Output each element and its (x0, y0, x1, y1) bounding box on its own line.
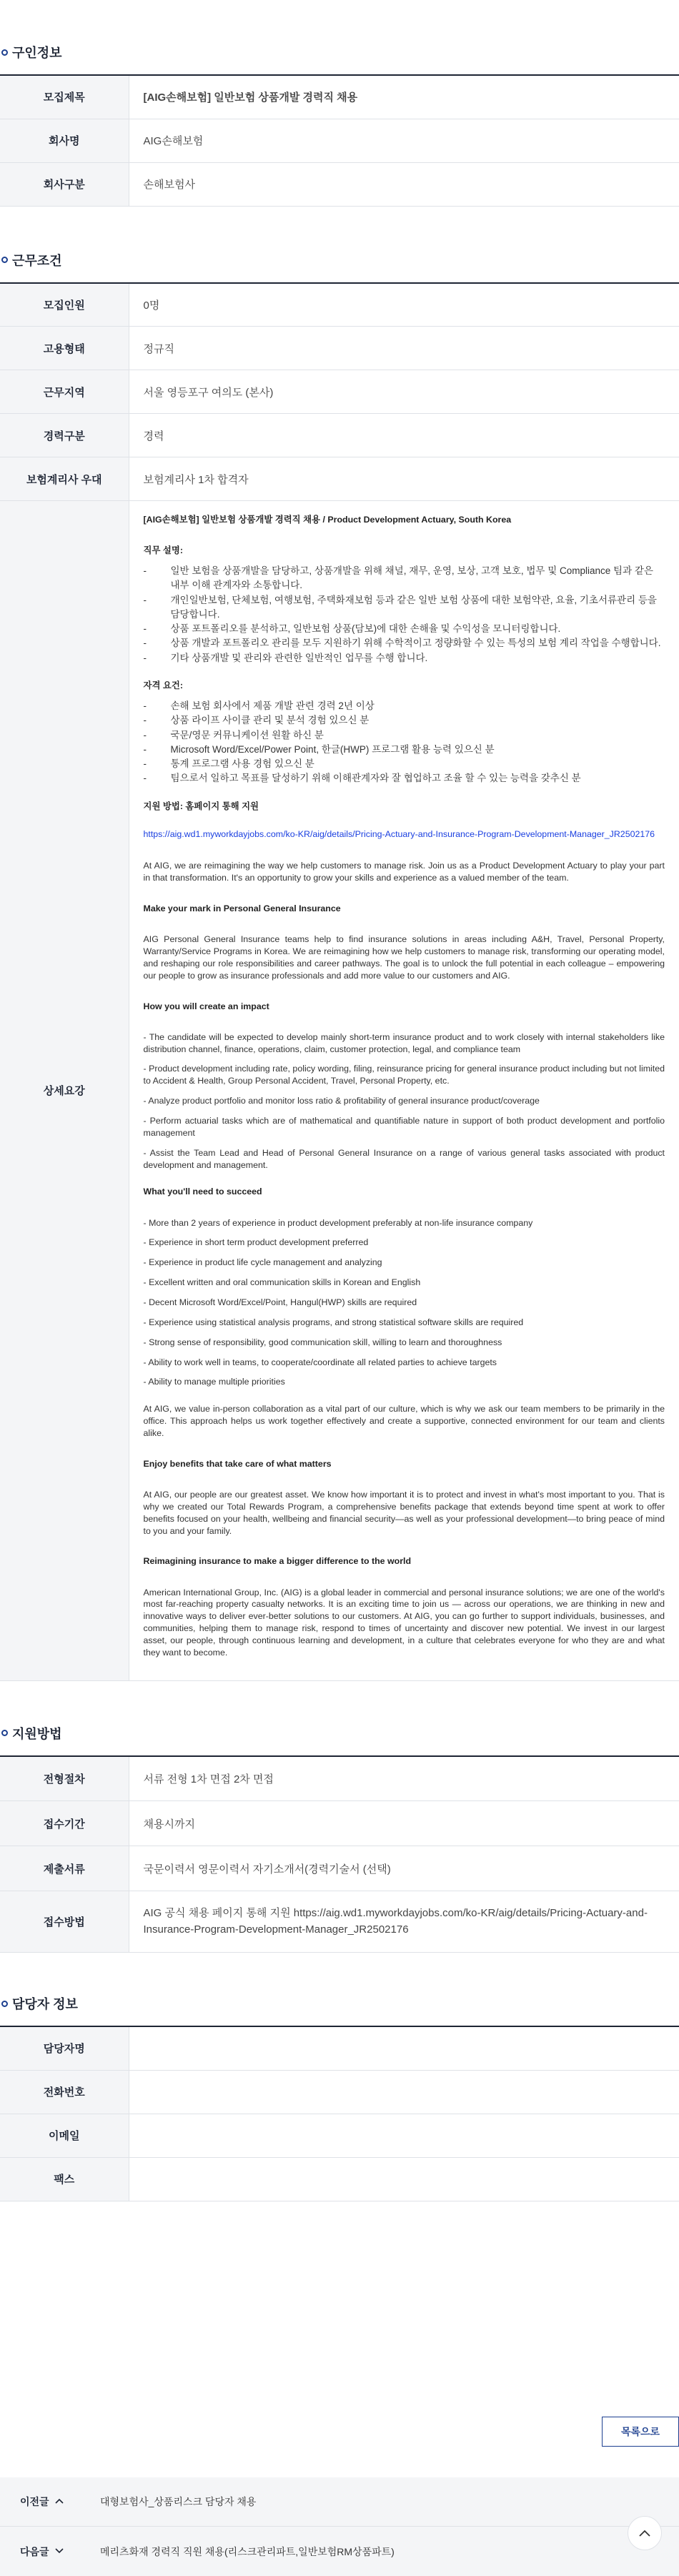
row-value: 보험계리사 1차 합격자 (129, 457, 679, 501)
list-item: - 통계 프로그램 사용 경험 있으신 분 (144, 757, 665, 771)
row-value: 국문이력서 영문이력서 자기소개서(경력기술서 (선택) (129, 1846, 679, 1891)
table-row (0, 75, 679, 119)
need-title: What you'll need to succeed (143, 1187, 262, 1197)
next-post-key (0, 2545, 86, 2559)
table-row (0, 1891, 679, 1953)
bullet-circle-icon (1, 2001, 8, 2007)
job-info-section (0, 41, 679, 207)
table-row-detail (0, 501, 679, 1681)
detail-heading: [AIG손해보험] 일반보험 상품개발 경력직 채용 / Product Development Actuary, South Korea (143, 515, 512, 525)
list-item: - 상품 포트폴리오를 분석하고, 일반보험 상품(담보)에 대한 손해율 및 수익성을 모니터링합니다. (144, 622, 665, 636)
row-value: 서울 영등포구 여의도 (본사) (129, 370, 679, 414)
row-label: 팩스 (0, 2157, 129, 2201)
section-title-conditions (0, 249, 679, 271)
job-title-value: [AIG손해보험] 일반보험 상품개발 경력직 채용 (129, 75, 679, 119)
post-navigation (0, 2477, 679, 2576)
section-heading: 구인정보 (12, 46, 62, 60)
list-item: - Decent Microsoft Word/Excel/Point, Hangul(HWP) skills are required (143, 1297, 417, 1308)
company-name-value: AIG손해보험 (129, 119, 679, 162)
row-label: 회사명 (0, 119, 129, 162)
list-item: - More than 2 years of experience in product development preferably at non-life insurance company (143, 1217, 533, 1228)
row-value: 0명 (129, 283, 679, 327)
bullet-circle-icon (1, 1730, 8, 1736)
row-value (129, 2157, 679, 2201)
apply-method-title: 지원 방법: 홈페이지 통해 지원 (143, 801, 259, 811)
list-item: - Experience in short term product development preferred (143, 1237, 369, 1248)
row-value (129, 2114, 679, 2157)
list-item: - 개인일반보험, 단체보험, 여행보험, 주택화재보험 등과 같은 일반 보험 상품에 대한 보험약관, 요율, 기초서류관리 등을 담당합니다. (144, 593, 665, 623)
row-label: 접수기간 (0, 1801, 129, 1846)
list-item: - Perform actuarial tasks which are of mathematical and quantifiable nature in support of both product development and portfolio management (143, 1116, 665, 1138)
next-post-link[interactable]: 메리츠화재 경력직 직원 채용(리스크관리파트,일반보험RM상품파트) (100, 2545, 395, 2557)
row-value: 서류 전형 1차 면접 2차 면접 (129, 1756, 679, 1801)
row-label: 고용형태 (0, 327, 129, 370)
next-label: 다음글 (20, 2545, 49, 2557)
reimagine-paragraph: American International Group, Inc. (AIG) is a global leader in commercial and personal insurance solutions; we are one of the world's most far-reaching property casualty networks. It is an exciting time to join us — across our operations, we are thinking in new and innovative ways to deliver ever-better solutions to our customers. At AIG, you can go further to support individuals, businesses, and communities, helping them to manage risk, respond to times of uncertainty and discover new potential. We invest in our largest asset, our people, through continuous learning and development, in a culture that celebrates everyone for who they are and what they want to become. (143, 1587, 665, 1658)
table-row (0, 1846, 679, 1891)
list-button-wrap (0, 2417, 679, 2445)
section-title-job-info (0, 41, 679, 63)
list-item: - 팀으로서 일하고 목표를 달성하기 위해 이해관계자와 잘 협업하고 조율 할 수 있는 능력을 갖추신 분 (144, 771, 665, 786)
row-value: 경력 (129, 414, 679, 457)
row-label: 이메일 (0, 2114, 129, 2157)
section-title-contact (0, 1993, 679, 2014)
reimagine-title: Reimagining insurance to make a bigger difference to the world (143, 1556, 412, 1567)
section-heading: 근무조건 (12, 253, 62, 268)
apply-link[interactable]: https://aig.wd1.myworkdayjobs.com/ko-KR/aig/details/Pricing-Actuary-and-Insurance-Program-Development-Manager_JR2502176 (143, 828, 655, 839)
row-value: 정규직 (129, 327, 679, 370)
job-detail-body (129, 501, 679, 1681)
list-item: - 국문/영문 커뮤니케이션 원활 하신 분 (144, 728, 665, 743)
list-item: - 일반 보험을 상품개발을 담당하고, 상품개발을 위해 채널, 재무, 운영, 보상, 고객 보호, 법무 및 Compliance 팀과 같은 내부 이해 관계자와 소통합니다. (144, 564, 665, 593)
list-item: - Experience in product life cycle management and analyzing (143, 1257, 382, 1268)
qualifications-list (144, 699, 665, 786)
row-label: 전화번호 (0, 2070, 129, 2114)
scroll-to-top-button[interactable] (628, 2516, 662, 2550)
list-item: - Ability to work well in teams, to cooperate/coordinate all related parties to achieve targets (143, 1357, 497, 1367)
contact-table (0, 2026, 679, 2201)
section-title-apply (0, 1723, 679, 1744)
table-row (0, 327, 679, 370)
row-label: 상세요강 (0, 501, 129, 1681)
list-item: - 상품 개발과 포트폴리오 관리를 모두 지원하기 위해 수학적이고 정량화할 수 있는 특성의 보험 계리 작업을 수행합니다. (144, 636, 665, 650)
conditions-table (0, 282, 679, 1681)
conditions-section (0, 249, 679, 1681)
row-label: 접수방법 (0, 1891, 129, 1953)
bullet-circle-icon (1, 257, 8, 263)
qualifications-title: 자격 요건: (143, 680, 183, 690)
list-item: - Ability to manage multiple priorities (143, 1377, 285, 1387)
row-value (129, 2070, 679, 2114)
section-heading: 담당자 정보 (12, 1997, 78, 2012)
row-value: 채용시까지 (129, 1801, 679, 1846)
list-item: - Experience using statistical analysis programs, and strong statistical software skills are required (143, 1317, 524, 1327)
row-label: 근무지역 (0, 370, 129, 414)
table-row (0, 457, 679, 501)
table-row (0, 370, 679, 414)
list-item: - 기타 상품개발 및 관리와 관련한 일반적인 업무를 수행 합니다. (144, 651, 665, 665)
row-label: 보험계리사 우대 (0, 457, 129, 501)
row-label: 모집제목 (0, 75, 129, 119)
intro-paragraph: At AIG, we are reimagining the way we help customers to manage risk. Join us as a Product Development Actuary to play your part in that transformation. It's an opportunity to grow your skills and experience as a valued member of the team. (143, 861, 665, 883)
row-label: 전형절차 (0, 1756, 129, 1801)
next-post-row[interactable] (0, 2527, 679, 2576)
table-row (0, 119, 679, 162)
list-item: - The candidate will be expected to develop mainly short-term insurance product and to work closely with internal stakeholders like distribution channel, finance, operations, claim, customer protection, legal, and compliance team (143, 1031, 665, 1054)
company-type-value: 손해보험사 (129, 162, 679, 206)
row-label: 모집인원 (0, 283, 129, 327)
job-info-table (0, 74, 679, 207)
table-row (0, 2157, 679, 2201)
list-item: - 상품 라이프 사이클 관리 및 분석 경험 있으신 분 (144, 713, 665, 728)
table-row (0, 1756, 679, 1801)
row-label: 제출서류 (0, 1846, 129, 1891)
chevron-down-icon (55, 2547, 64, 2556)
prev-label: 이전글 (20, 2496, 49, 2507)
impact-list (144, 1031, 665, 1171)
row-label: 담당자명 (0, 2026, 129, 2070)
list-item: - Product development including rate, policy wording, filing, reinsurance pricing for general insurance product including but not limited to Accident & Health, Group Personal Accident, Travel, Personal Property, etc. (143, 1064, 665, 1086)
table-row (0, 283, 679, 327)
row-label: 경력구분 (0, 414, 129, 457)
back-to-list-button[interactable]: 목록으로 (602, 2417, 679, 2447)
apply-link-wrap (144, 827, 665, 842)
duties-title: 직무 설명: (143, 545, 183, 556)
chevron-up-icon (639, 2530, 650, 2537)
list-item: - Analyze product portfolio and monitor loss ratio & profitability of general insurance product/coverage (143, 1096, 540, 1106)
section-heading: 지원방법 (12, 1726, 62, 1741)
table-row (0, 2026, 679, 2070)
chevron-up-icon (55, 2497, 64, 2506)
row-value: AIG 공식 채용 페이지 통해 지원 https://aig.wd1.myworkdayjobs.com/ko-KR/aig/details/Pricing-Actuary-and-Insurance-Program-Development-Manager_JR2502176 (129, 1891, 679, 1953)
bullet-circle-icon (1, 49, 8, 56)
list-item: - Excellent written and oral communication skills in Korean and English (143, 1277, 421, 1288)
apply-table (0, 1755, 679, 1953)
apply-section (0, 1723, 679, 1953)
table-row (0, 1801, 679, 1846)
need-list (144, 1217, 665, 1389)
prev-post-link[interactable]: 대형보험사_상품리스크 담당자 채용 (100, 2496, 257, 2507)
list-item: - Assist the Team Lead and Head of Personal General Insurance on a range of various general tasks associated with product development and management. (143, 1147, 665, 1170)
table-row (0, 414, 679, 457)
row-label: 회사구분 (0, 162, 129, 206)
row-value (129, 2026, 679, 2070)
impact-title: How you will create an impact (143, 1001, 269, 1011)
table-row (0, 162, 679, 206)
prev-post-row[interactable] (0, 2477, 679, 2527)
benefits-title: Enjoy benefits that take care of what matters (143, 1458, 332, 1469)
table-row (0, 2070, 679, 2114)
table-row (0, 2114, 679, 2157)
contact-section (0, 1993, 679, 2201)
collaboration-paragraph: At AIG, we value in-person collaboration as a vital part of our culture, which is why we ask our team members to be primarily in the office. This approach helps us work together effectively and create a supportive, connected environment for our team and clients alike. (143, 1404, 665, 1439)
list-item: - 손해 보험 회사에서 제품 개발 관련 경력 2년 이상 (144, 699, 665, 713)
prev-post-key (0, 2495, 86, 2509)
duties-list (144, 564, 665, 665)
list-item: - Strong sense of responsibility, good communication skill, willing to learn and thoroughness (143, 1337, 502, 1347)
mark-paragraph: AIG Personal General Insurance teams help to find insurance solutions in areas including A&H, Travel, Personal Property, Warranty/Service Programs in Korea. We are reimagining how we help customers to manage risk, transforming our operating model, and reshaping our role responsibilities and career pathways. The goal is to unlock the full potential in each colleague – empowering our people to grow as insurance professionals and add more value to our customers and AIG. (143, 934, 665, 981)
list-item: - Microsoft Word/Excel/Power Point, 한글(HWP) 프로그램 활용 능력 있으신 분 (144, 743, 665, 757)
benefits-paragraph: At AIG, our people are our greatest asset. We know how important it is to protect and invest in what's most important to you. That is why we created our Total Rewards Program, a comprehensive benefits package that extends beyond time spent at work to offer benefits focused on your health, wellbeing and financial security—as well as your professional development—to bring peace of mind to you and your family. (143, 1490, 665, 1536)
mark-title: Make your mark in Personal General Insurance (143, 903, 341, 914)
